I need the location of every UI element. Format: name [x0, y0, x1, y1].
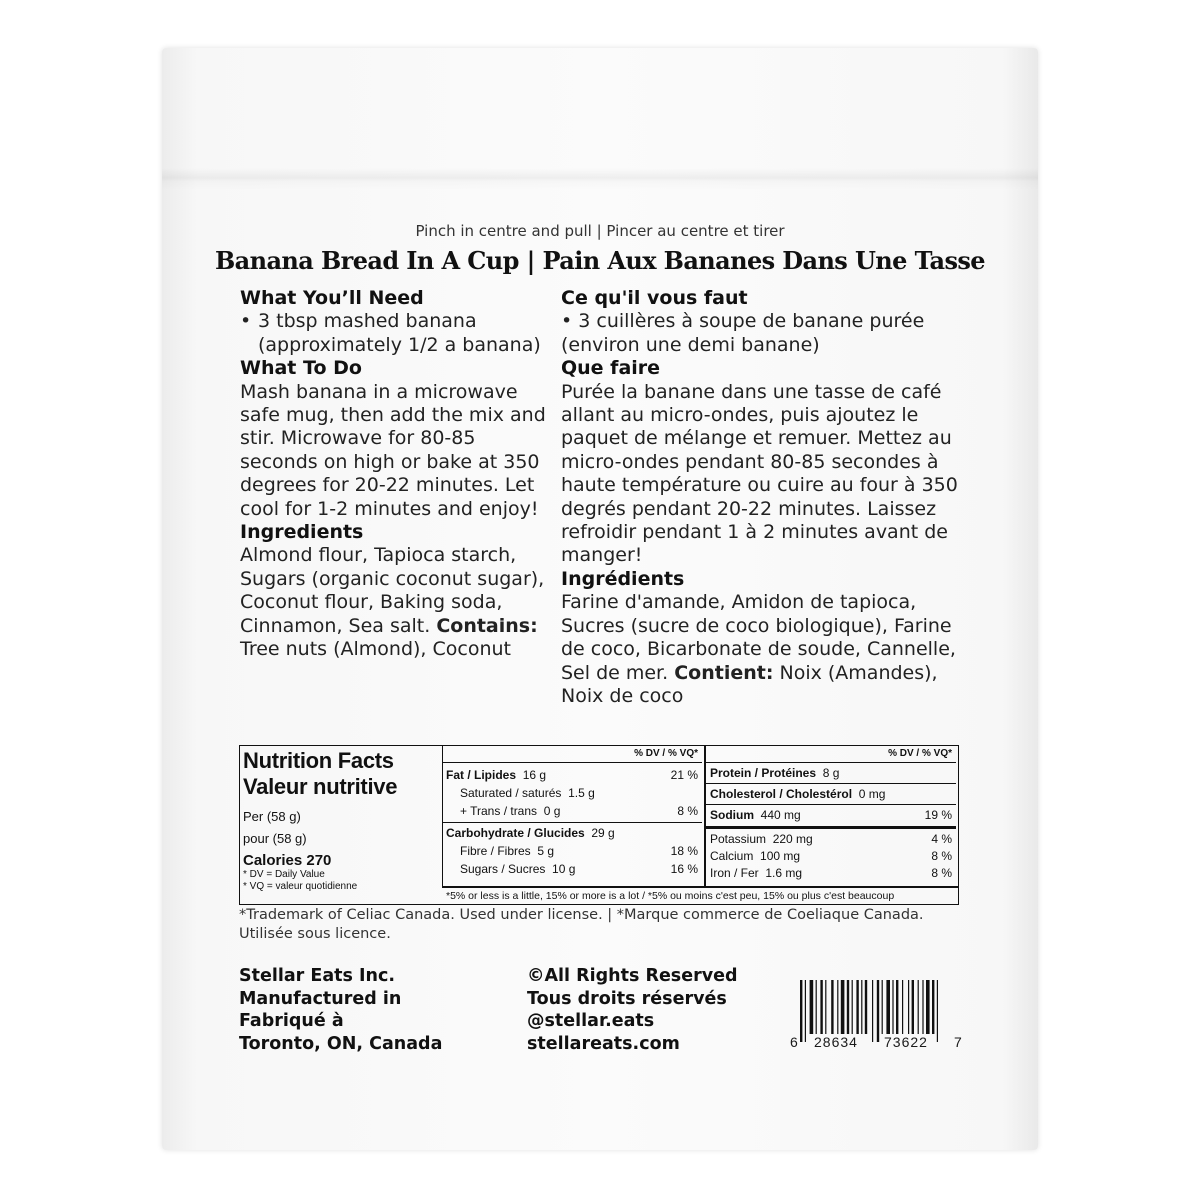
- barcode-bar: [926, 980, 930, 1034]
- barcode-bar: [847, 980, 849, 1034]
- trans-label: + Trans / trans: [460, 804, 538, 818]
- barcode-bar: [865, 980, 867, 1034]
- carbohydrate-row: [446, 826, 698, 840]
- saturated-label: Saturated / saturés: [460, 786, 562, 800]
- carb-value: 29 g: [591, 826, 615, 840]
- sugars-value: 10 g: [552, 862, 576, 876]
- sugars-dv: 16 %: [670, 862, 698, 876]
- trans-row: [460, 804, 698, 818]
- nutrition-title-en: Nutrition Facts: [243, 748, 394, 773]
- sat-trans-dv: 8 %: [677, 804, 698, 818]
- dv-header: % DV / % VQ*: [634, 748, 698, 759]
- company-info: [239, 965, 442, 1055]
- iron-value: 1.6 mg: [765, 866, 803, 880]
- nutrition-middle-column: [442, 746, 702, 886]
- calories: Calories 270: [243, 852, 332, 869]
- barcode-digits-left: 28634: [814, 1034, 858, 1050]
- potassium-label: Potassium: [710, 832, 767, 846]
- ingredients-heading-fr: Ingrédients: [561, 567, 685, 590]
- calcium-value: 100 mg: [760, 849, 801, 863]
- barcode-bar: [810, 980, 814, 1034]
- barcode-bar: [820, 980, 822, 1034]
- barcode-bar: [902, 980, 903, 1034]
- barcode-digits-right: 73622: [884, 1034, 928, 1050]
- carb-label: Carbohydrate / Glucides: [446, 826, 585, 840]
- product-title: Banana Bread In A Cup | Pain Aux Bananes Dans Une Tasse: [215, 246, 985, 275]
- barcode-bar: [837, 980, 838, 1034]
- contains-label-fr: Contient:: [674, 661, 774, 684]
- rights-info: [527, 965, 738, 1055]
- barcode-bar: [882, 980, 883, 1034]
- protein-label: Protein / Protéines: [710, 766, 817, 780]
- fabrique-a: Fabriqué à: [239, 1011, 344, 1032]
- all-rights-reserved: ©All Rights Reserved: [527, 966, 738, 986]
- fat-dv: 21 %: [670, 768, 698, 782]
- nutrition-header: [243, 748, 443, 893]
- potassium-row: [710, 832, 952, 846]
- potassium-dv: 4 %: [931, 832, 952, 846]
- tous-droits-reserves: Tous droits réservés: [527, 988, 727, 1009]
- iron-label: Iron / Fer: [710, 866, 759, 880]
- nutrition-right-column: [706, 746, 956, 886]
- barcode-bar: [805, 980, 806, 1042]
- ingredients-text: Almond flour, Tapioca starch, Sugars (organic coconut sugar), Coconut flour, Baking soda, Cinnamon, Sea salt.: [240, 544, 545, 637]
- barcode-bar: [877, 980, 879, 1042]
- tear-instruction: Pinch in centre and pull | Pincer au centre et tirer: [415, 222, 785, 240]
- rule: [706, 762, 956, 763]
- sodium-value: 440 mg: [760, 808, 801, 822]
- website: stellareats.com: [527, 1033, 680, 1054]
- instructions-text: Mash banana in a microwave safe mug, then add the mix and stir. Microwave for 80-85 seconds on high or bake at 350 degrees for 20-22 minutes. Let cool for 1-2 minutes and enjoy!: [240, 380, 546, 520]
- barcode-bar: [825, 980, 826, 1034]
- need-list-item: [240, 310, 550, 357]
- barcode-bar: [918, 980, 919, 1034]
- barcode-bars: [788, 980, 962, 1042]
- calcium-label: Calcium: [710, 849, 754, 863]
- serving-size-fr: pour (58 g): [243, 831, 307, 846]
- nutrition-facts-table: [239, 745, 959, 905]
- french-column: [561, 287, 971, 708]
- calcium-dv: 8 %: [931, 849, 952, 863]
- fibre-dv: 18 %: [670, 844, 698, 858]
- bullet-icon: •: [240, 310, 252, 333]
- fibre-label: Fibre / Fibres: [460, 844, 531, 858]
- que-faire-heading: Que faire: [561, 357, 661, 380]
- ingredients-paragraph: [240, 544, 550, 661]
- need-item-text: 3 tbsp mashed banana (approximately 1/2 a banana): [258, 310, 541, 356]
- rule: [706, 826, 956, 829]
- barcode-bar: [892, 980, 893, 1034]
- serving-size-en: Per (58 g): [243, 809, 301, 824]
- barcode-bar: [908, 980, 909, 1034]
- rule: [706, 783, 956, 784]
- barcode-bar: [831, 980, 833, 1034]
- fibre-row: [460, 844, 698, 858]
- barcode-bar: [852, 980, 853, 1034]
- rule: [442, 762, 702, 763]
- vq-note: * VQ = valeur quotidienne: [243, 881, 358, 892]
- barcode-bar: [896, 980, 898, 1034]
- sodium-dv: 19 %: [924, 808, 952, 822]
- sugars-row: [460, 862, 698, 876]
- barcode: [788, 980, 962, 1058]
- rule: [442, 822, 702, 823]
- manufactured-in: Manufactured in: [239, 988, 402, 1009]
- fibre-value: 5 g: [537, 844, 555, 858]
- barcode-bar: [932, 980, 934, 1034]
- what-to-do-heading: What To Do: [240, 357, 362, 380]
- calcium-row: [710, 849, 952, 863]
- barcode-bar: [841, 980, 845, 1034]
- instructions-text-fr: Purée la banane dans une tasse de café allant au micro-ondes, puis ajoutez le paquet de mélange et remuer. Mettez au micro-ondes pendant 80-85 secondes à haute température ou cuire au four à 350 degrés pendant 20-22 minutes. Laissez refroidir pendant 1 à 2 minutes avant de manger!: [561, 380, 958, 567]
- protein-value: 8 g: [822, 766, 840, 780]
- trademark-notice: *Trademark of Celiac Canada. Used under license. | *Marque commerce de Coeliaque Canada. Utilisée sous licence.: [239, 907, 924, 942]
- barcode-bar: [861, 980, 862, 1034]
- saturated-row: [460, 786, 698, 800]
- dv-header-right: % DV / % VQ*: [888, 748, 952, 759]
- zipper-seal: [162, 168, 1038, 190]
- barcode-bar: [937, 980, 938, 1042]
- fat-value: 16 g: [522, 768, 547, 782]
- potassium-value: 220 mg: [772, 832, 813, 846]
- ingredients-paragraph-fr: [561, 591, 971, 708]
- english-column: [240, 287, 550, 662]
- cholesterol-label: Cholesterol / Cholestérol: [710, 787, 853, 801]
- iron-row: [710, 866, 952, 880]
- what-you-need-heading: What You’ll Need: [240, 287, 424, 309]
- protein-row: [710, 766, 952, 780]
- dv-note: * DV = Daily Value: [243, 869, 325, 880]
- ce-quil-vous-faut-heading: Ce qu'il vous faut: [561, 287, 748, 309]
- need-item-text-fr: • 3 cuillères à soupe de banane purée (environ une demi banane): [561, 310, 925, 356]
- contains-text-fr: Noix (Amandes), Noix de coco: [561, 661, 938, 707]
- sodium-row: [710, 808, 952, 822]
- fat-label: Fat / Lipides: [446, 768, 517, 782]
- barcode-bar: [912, 980, 914, 1034]
- barcode-bar: [816, 980, 817, 1034]
- trans-value: 0 g: [543, 804, 561, 818]
- barcode-bar: [800, 980, 802, 1042]
- iron-dv: 8 %: [931, 866, 952, 880]
- sugars-label: Sugars / Sucres: [460, 862, 546, 876]
- cholesterol-row: [710, 787, 952, 801]
- barcode-bar: [872, 980, 873, 1042]
- rule: [706, 804, 956, 805]
- cholesterol-value: 0 mg: [858, 787, 886, 801]
- contains-text: Tree nuts (Almond), Coconut: [240, 638, 512, 661]
- company-location: Toronto, ON, Canada: [239, 1033, 443, 1054]
- barcode-bar: [886, 980, 890, 1034]
- nutrition-title-fr: Valeur nutritive: [243, 774, 398, 799]
- saturated-value: 1.5 g: [568, 786, 595, 800]
- barcode-digit-check: 7: [954, 1034, 962, 1050]
- nutrition-footnote: *5% or less is a little, 15% or more is a lot / *5% ou moins c'est peu, 15% ou plus c'est beaucoup: [442, 886, 958, 906]
- barcode-digit-lead: 6: [790, 1034, 798, 1050]
- contains-label: Contains:: [436, 614, 538, 637]
- company-name: Stellar Eats Inc.: [239, 966, 395, 986]
- ingredients-heading: Ingredients: [240, 521, 364, 544]
- fat-row: [446, 768, 698, 782]
- barcode-digits: [788, 1034, 962, 1054]
- sodium-label: Sodium: [710, 808, 754, 822]
- ingredients-text-fr: Farine d'amande, Amidon de tapioca, Sucres (sucre de coco biologique), Farine de coco, Bicarbonate de soude, Cannelle, Sel de mer.: [561, 591, 956, 684]
- barcode-bar: [856, 980, 858, 1034]
- social-handle: @stellar.eats: [527, 1011, 655, 1032]
- barcode-bar: [922, 980, 923, 1034]
